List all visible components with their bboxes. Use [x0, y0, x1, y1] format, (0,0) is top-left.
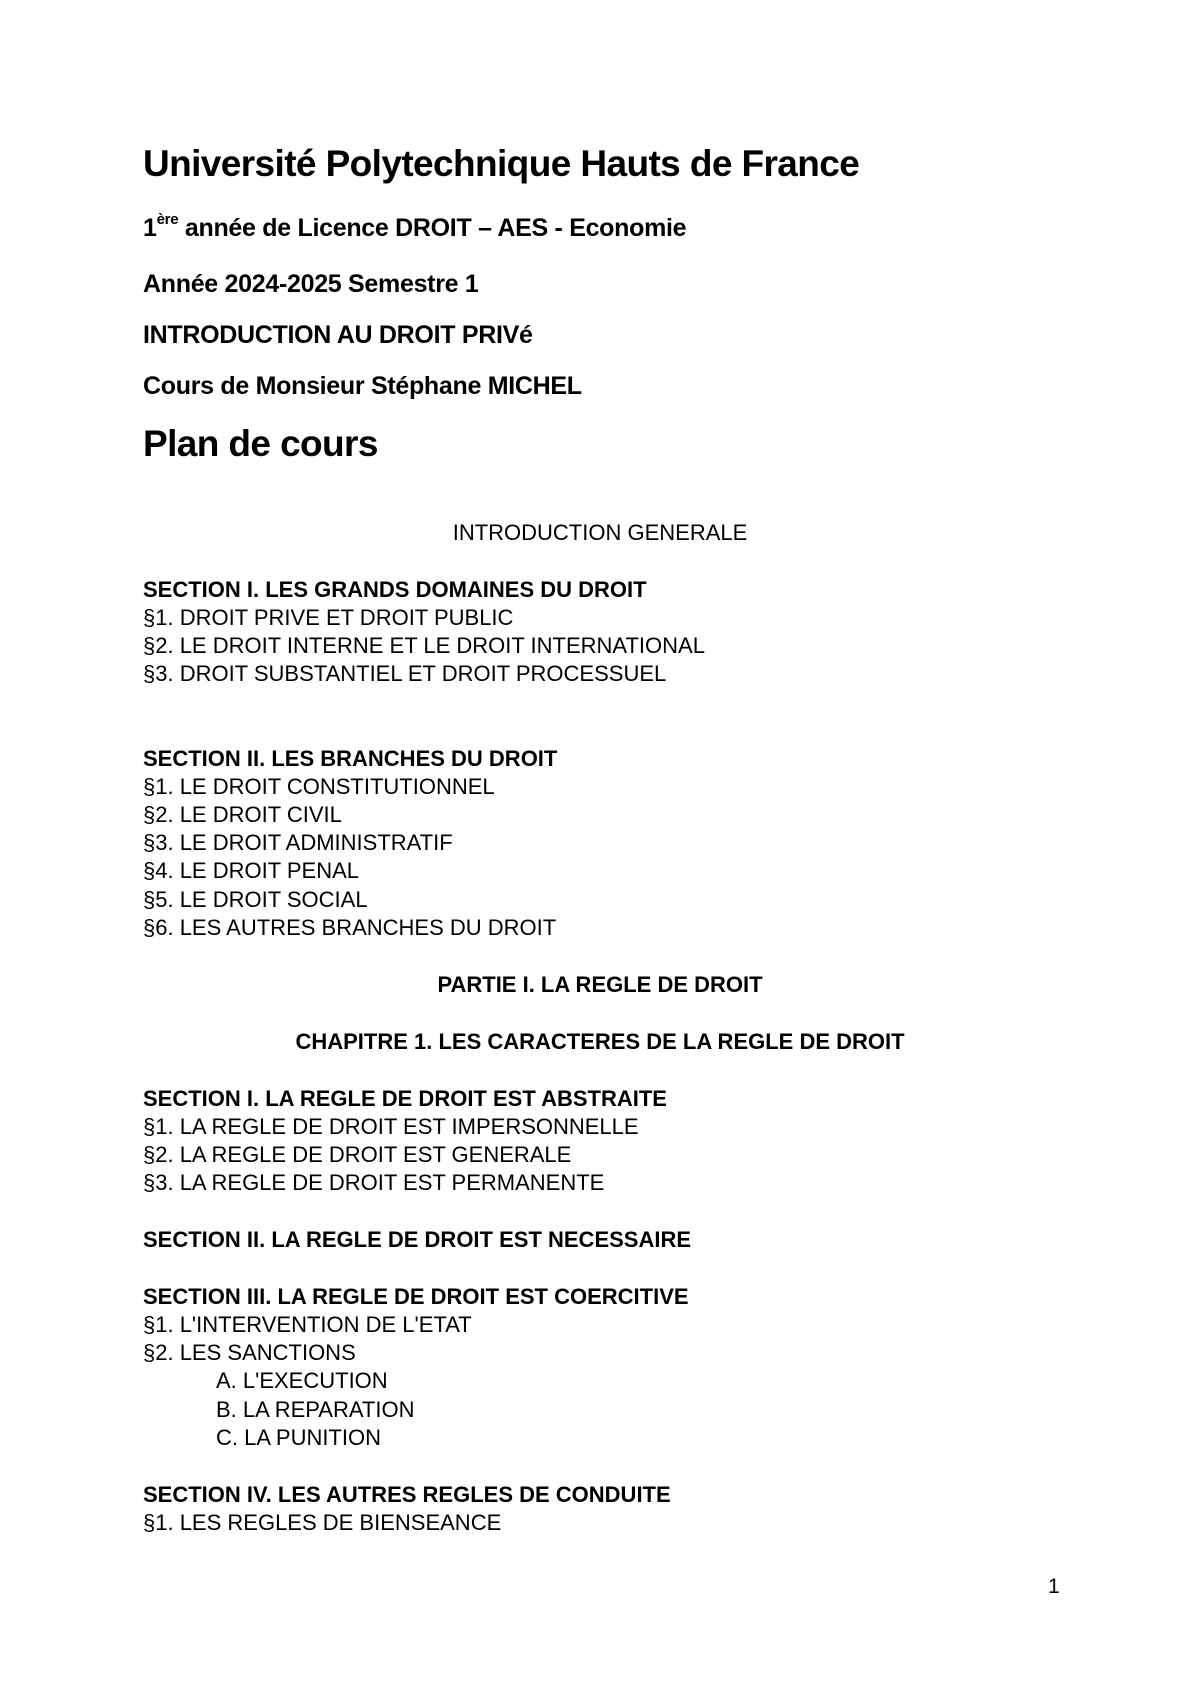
outline-item: §3. LA REGLE DE DROIT EST PERMANENTE: [143, 1170, 605, 1195]
outline-item: §1. LE DROIT CONSTITUTIONNEL: [143, 774, 495, 799]
outline-item: §2. LES SANCTIONS: [143, 1340, 356, 1365]
part-heading: PARTIE I. LA REGLE DE DROIT: [437, 972, 763, 997]
outline-item: §2. LA REGLE DE DROIT EST GENERALE: [143, 1142, 572, 1167]
academic-year: Année 2024-2025 Semestre 1: [143, 270, 479, 298]
year-level-number: 1: [143, 214, 157, 242]
outline-subitem: A. L'EXECUTION: [216, 1368, 388, 1393]
outline-subitem: C. LA PUNITION: [216, 1425, 382, 1450]
outline-item: §1. DROIT PRIVE ET DROIT PUBLIC: [143, 605, 514, 630]
plan-title: Plan de cours: [143, 423, 378, 464]
section-heading: SECTION II. LA REGLE DE DROIT EST NECESSAIRE: [143, 1227, 692, 1252]
outline-item: §4. LE DROIT PENAL: [143, 858, 360, 883]
outline-item: §5. LE DROIT SOCIAL: [143, 887, 368, 912]
outline-item: §2. LE DROIT CIVIL: [143, 802, 342, 827]
section-heading: SECTION III. LA REGLE DE DROIT EST COERCITIVE: [143, 1284, 689, 1309]
outline-item: §1. LES REGLES DE BIENSEANCE: [143, 1510, 502, 1535]
section-heading: SECTION IV. LES AUTRES REGLES DE CONDUITE: [143, 1482, 671, 1507]
outline-item: §1. L'INTERVENTION DE L'ETAT: [143, 1312, 472, 1337]
course-title: INTRODUCTION AU DROIT PRIVé: [143, 321, 533, 349]
year-level-text: année de Licence DROIT – AES - Economie: [178, 214, 687, 242]
section-heading: SECTION I. LA REGLE DE DROIT EST ABSTRAITE: [143, 1086, 667, 1111]
outline-item: §2. LE DROIT INTERNE ET LE DROIT INTERNATIONAL: [143, 633, 705, 658]
outline-item: §1. LA REGLE DE DROIT EST IMPERSONNELLE: [143, 1114, 639, 1139]
outline-subitem: B. LA REPARATION: [216, 1397, 415, 1422]
outline-item: §3. DROIT SUBSTANTIEL ET DROIT PROCESSUEL: [143, 661, 667, 686]
lecturer-line: Cours de Monsieur Stéphane MICHEL: [143, 372, 582, 400]
section-heading: SECTION I. LES GRANDS DOMAINES DU DROIT: [143, 577, 647, 602]
chapter-heading: CHAPITRE 1. LES CARACTERES DE LA REGLE DE DROIT: [295, 1029, 905, 1054]
outline-item: §3. LE DROIT ADMINISTRATIF: [143, 830, 453, 855]
university-title: Université Polytechnique Hauts de France: [143, 143, 860, 184]
page-number: 1: [1048, 1575, 1060, 1598]
intro-heading: INTRODUCTION GENERALE: [452, 520, 748, 545]
outline-item: §6. LES AUTRES BRANCHES DU DROIT: [143, 915, 557, 940]
section-heading: SECTION II. LES BRANCHES DU DROIT: [143, 746, 558, 771]
year-level-superscript: ère: [156, 211, 179, 228]
